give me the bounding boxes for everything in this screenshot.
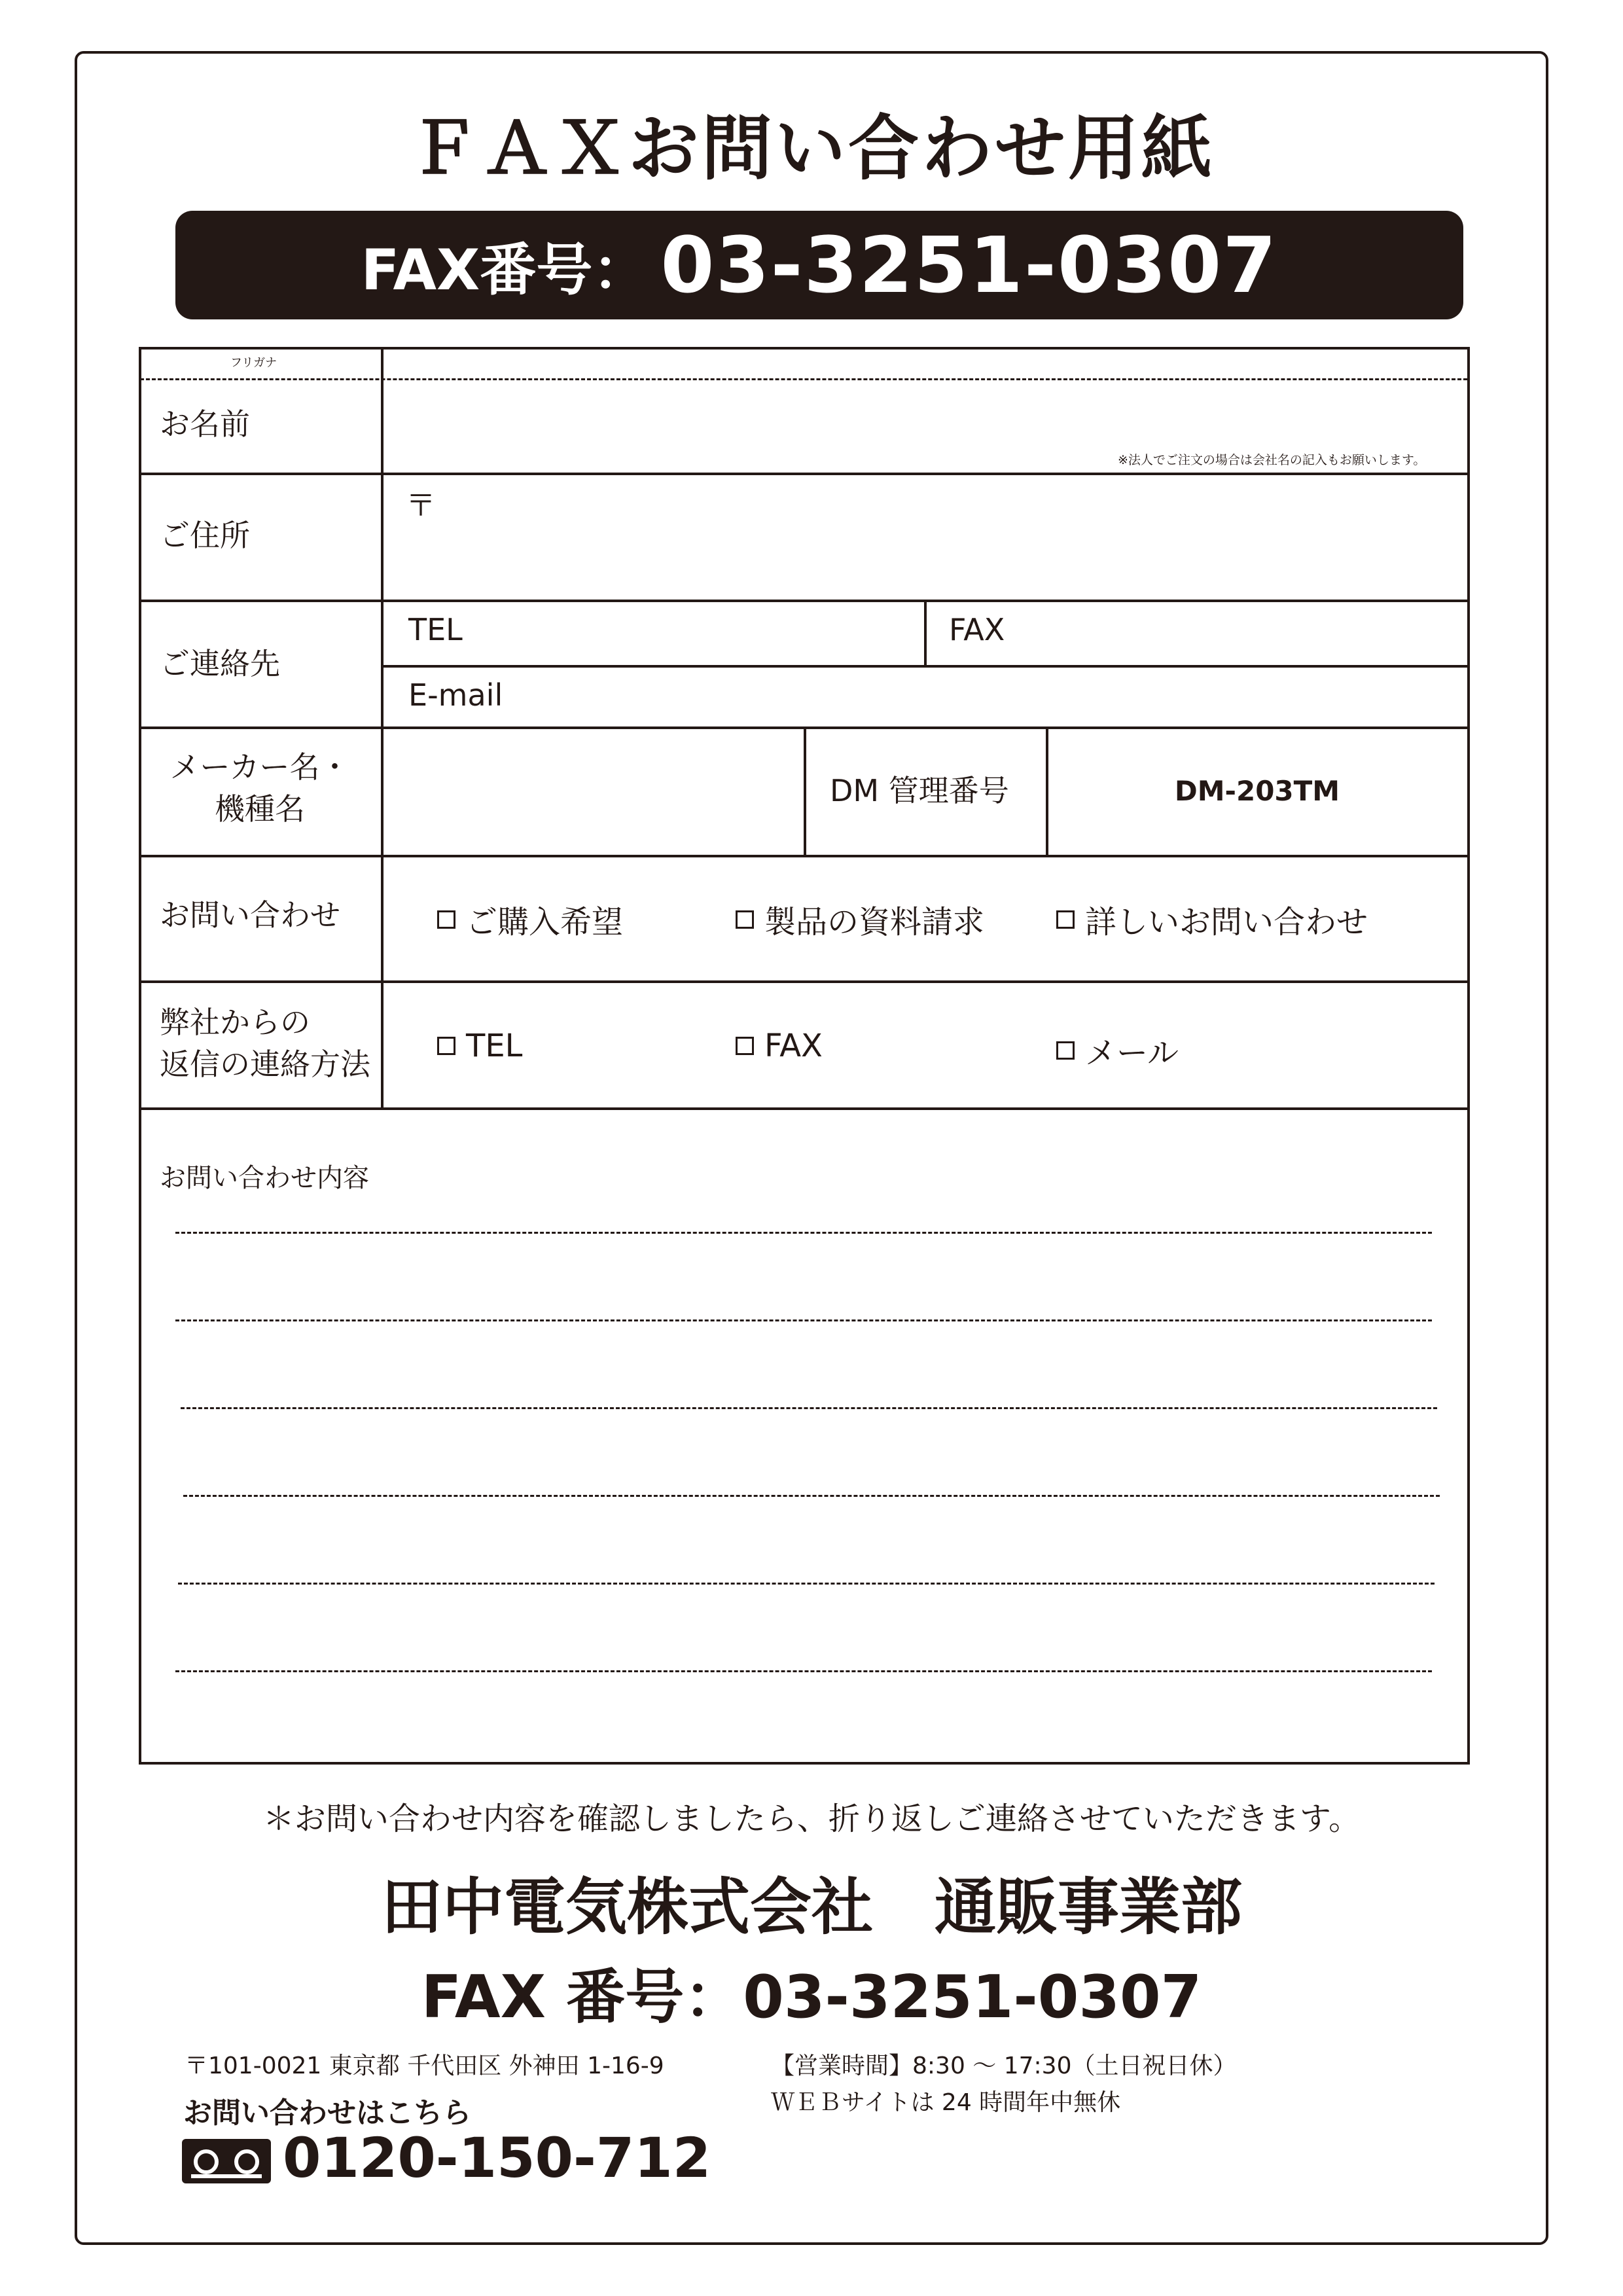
company-name: 田中電気株式会社 通販事業部 bbox=[380, 1872, 1242, 1943]
company-address: 〒101-0021 東京都 千代田区 外神田 1-16-9 bbox=[185, 2053, 664, 2079]
checkbox-icon[interactable] bbox=[736, 1037, 754, 1055]
maker-label-line-1: メーカー名・ bbox=[169, 749, 350, 785]
content-line-3[interactable] bbox=[181, 1407, 1437, 1409]
table-left-border bbox=[139, 347, 141, 1765]
content-line-4[interactable] bbox=[183, 1495, 1440, 1497]
reply-option-fax[interactable] bbox=[736, 1028, 823, 1064]
fax-banner-label: FAX番号： bbox=[361, 238, 649, 303]
row-line-address bbox=[139, 600, 1470, 602]
fax-banner-number: 03-3251-0307 bbox=[660, 220, 1278, 310]
contact-label: ご連絡先 bbox=[160, 646, 280, 681]
maker-dm-divider bbox=[804, 726, 806, 856]
checkbox-icon[interactable] bbox=[1056, 910, 1075, 929]
tel-fax-divider bbox=[924, 600, 927, 666]
content-line-5[interactable] bbox=[178, 1583, 1435, 1585]
inquiry-option-brochure-label: 製品の資料請求 bbox=[764, 904, 985, 941]
name-note: ※法人でご注文の場合は会社名の記入もお願いします。 bbox=[1118, 453, 1426, 467]
name-label: お名前 bbox=[160, 406, 250, 442]
fax-label: FAX bbox=[949, 612, 1005, 647]
notice-text: ＊お問い合わせ内容を確認しましたら、折り返しご連絡させていただきます。 bbox=[262, 1801, 1361, 1837]
contact-here-label: お問い合わせはこちら bbox=[183, 2096, 471, 2130]
row-line-name bbox=[139, 473, 1470, 475]
web-hours: ＷＥＢサイトは 24 時間年中無休 bbox=[771, 2089, 1121, 2116]
inquiry-option-brochure[interactable] bbox=[736, 897, 984, 942]
maker-label-line-2: 機種名 bbox=[215, 791, 305, 827]
reply-option-mail-label: メール bbox=[1085, 1035, 1179, 1071]
reply-option-fax-label: FAX bbox=[764, 1028, 823, 1064]
inquiry-label: お問い合わせ bbox=[160, 897, 340, 933]
furigana-label: フリガナ bbox=[230, 356, 277, 370]
inquiry-option-detail-label: 詳しいお問い合わせ bbox=[1085, 904, 1368, 941]
checkbox-icon[interactable] bbox=[736, 910, 754, 929]
checkbox-icon[interactable] bbox=[1056, 1041, 1075, 1060]
content-line-1[interactable] bbox=[175, 1232, 1432, 1234]
address-label: ご住所 bbox=[160, 518, 250, 553]
checkbox-icon[interactable] bbox=[437, 910, 455, 929]
inquiry-option-purchase-label: ご購入希望 bbox=[466, 904, 624, 941]
checkbox-icon[interactable] bbox=[437, 1037, 455, 1055]
inquiry-option-detail[interactable] bbox=[1056, 897, 1368, 942]
maker-label bbox=[139, 746, 381, 831]
row-line-inquiry bbox=[139, 980, 1470, 983]
reply-label-line-2: 返信の連絡方法 bbox=[160, 1047, 370, 1083]
table-bottom-border bbox=[139, 1762, 1470, 1765]
dm-label: DM 管理番号 bbox=[830, 773, 1009, 808]
reply-label bbox=[160, 1001, 370, 1086]
fax-number-banner bbox=[175, 211, 1463, 319]
page-title: ＦＡＸお問い合わせ用紙 bbox=[408, 108, 1215, 190]
table-right-border bbox=[1467, 347, 1470, 1765]
reply-option-tel-label: TEL bbox=[466, 1028, 523, 1064]
table-top-border bbox=[139, 347, 1470, 350]
email-label: E-mail bbox=[408, 677, 503, 713]
reply-option-tel[interactable] bbox=[437, 1028, 522, 1064]
reply-label-line-1: 弊社からの bbox=[160, 1005, 310, 1040]
row-line-reply bbox=[139, 1107, 1470, 1110]
dm-value: DM-203TM bbox=[1174, 775, 1340, 807]
furigana-dashed-line bbox=[140, 378, 1467, 380]
content-line-6[interactable] bbox=[175, 1670, 1432, 1672]
reply-option-mail[interactable] bbox=[1056, 1028, 1179, 1073]
content-line-2[interactable] bbox=[175, 1319, 1432, 1321]
tel-label: TEL bbox=[408, 612, 463, 647]
postal-mark: 〒 bbox=[406, 488, 436, 523]
content-label: お問い合わせ内容 bbox=[160, 1163, 369, 1193]
free-dial-icon bbox=[182, 2139, 271, 2183]
phone-number[interactable]: 0120-150-712 bbox=[283, 2126, 711, 2190]
inquiry-option-purchase[interactable] bbox=[437, 897, 623, 942]
company-fax: FAX 番号：03-3251-0307 bbox=[421, 1963, 1202, 2032]
business-hours: 【営業時間】8:30 〜 17:30（土日祝日休） bbox=[771, 2053, 1237, 2079]
